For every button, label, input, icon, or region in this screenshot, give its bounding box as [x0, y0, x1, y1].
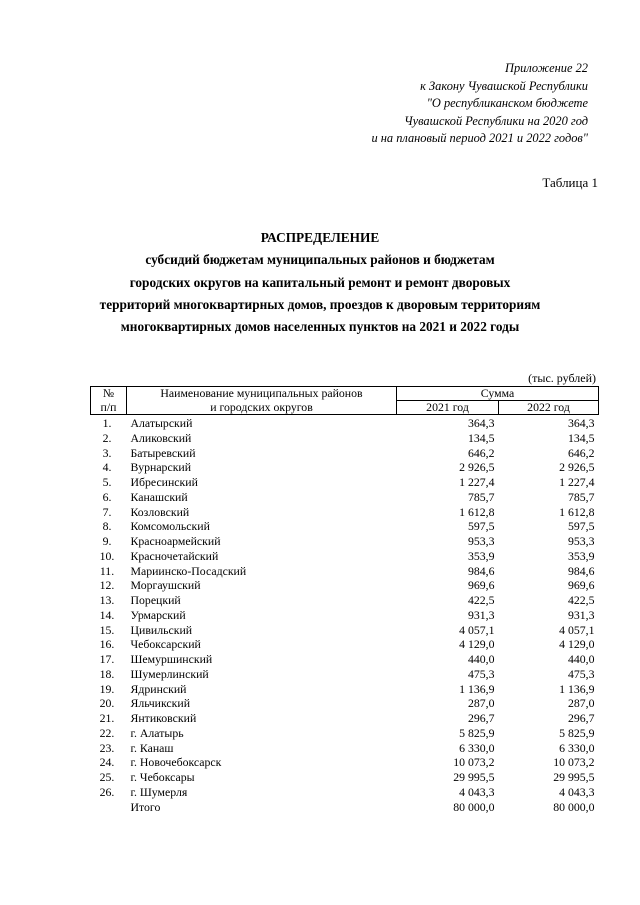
- row-value-2021: 10 073,2: [453, 755, 495, 770]
- row-name: Цивильский: [130, 622, 193, 637]
- row-number: 19.: [99, 681, 115, 696]
- row-name: Красноармейский: [130, 534, 221, 548]
- row-value-2022: 422,5: [567, 593, 595, 607]
- total-value-2021: 80 000,0: [453, 799, 495, 814]
- table-row: [91, 623, 599, 638]
- row-name: Красночетайский: [130, 548, 219, 563]
- row-value-2022: 969,6: [567, 578, 595, 593]
- row-value-2021: 984,6: [467, 563, 495, 578]
- row-number: 3.: [102, 445, 112, 460]
- row-value-2022: 646,2: [567, 445, 595, 460]
- row-value-2022: 785,7: [567, 489, 595, 504]
- row-number: 21.: [99, 711, 115, 725]
- total-label: Итого: [130, 799, 161, 814]
- row-value-2022: 29 995,5: [553, 770, 595, 784]
- row-name: г. Канаш: [130, 740, 174, 755]
- row-value-2022: 4 129,0: [559, 637, 595, 652]
- row-name: Комсомольский: [130, 519, 210, 534]
- row-name: Чебоксарский: [130, 637, 201, 652]
- header-year-2022: 2022 год: [499, 401, 599, 415]
- table-row: [91, 490, 599, 505]
- row-value-2022: 1 612,8: [559, 504, 595, 519]
- row-value-2021: 5 825,9: [459, 725, 495, 740]
- table-row: [91, 460, 599, 475]
- row-value-2021: 6 330,0: [459, 740, 495, 755]
- table-row: [91, 741, 599, 756]
- table-row: [91, 431, 599, 446]
- table-row: [91, 564, 599, 579]
- row-value-2021: 785,7: [467, 489, 495, 504]
- row-value-2022: 597,5: [567, 519, 595, 534]
- row-value-2022: 364,3: [567, 416, 595, 430]
- appendix-line: Чувашской Республики на 2020 год: [404, 113, 588, 128]
- row-name: г. Алатырь: [130, 725, 184, 740]
- units-label: (тыс. рублей): [528, 371, 596, 385]
- table-row: [91, 593, 599, 608]
- row-number: 9.: [102, 534, 112, 548]
- table-row: [91, 770, 599, 785]
- row-number: 5.: [102, 475, 112, 489]
- table-row: [91, 549, 599, 564]
- table-row: [91, 696, 599, 711]
- row-number: 1.: [102, 416, 112, 430]
- row-name: Урмарский: [130, 607, 186, 622]
- row-value-2022: 287,0: [567, 696, 595, 711]
- table-row: [91, 785, 599, 800]
- table-row: [91, 578, 599, 593]
- row-number: 23.: [99, 740, 115, 755]
- row-value-2021: 4 129,0: [459, 637, 495, 652]
- row-name: Алатырский: [130, 416, 193, 430]
- table-body: [91, 415, 599, 815]
- row-value-2021: 4 057,1: [459, 622, 495, 637]
- row-value-2021: 440,0: [467, 652, 495, 666]
- row-value-2021: 29 995,5: [453, 770, 495, 784]
- row-value-2021: 953,3: [467, 534, 495, 548]
- row-name: Моргаушский: [130, 578, 201, 593]
- row-name: Канашский: [130, 489, 188, 504]
- table-row: [91, 726, 599, 741]
- header-year-2021: 2021 год: [397, 401, 499, 415]
- table-row: [91, 475, 599, 490]
- row-value-2021: 969,6: [467, 578, 495, 593]
- row-name: Янтиковский: [130, 711, 197, 725]
- row-value-2021: 1 227,4: [459, 475, 495, 489]
- row-value-2022: 2 926,5: [559, 460, 595, 475]
- row-name: Порецкий: [130, 593, 181, 607]
- row-value-2021: 364,3: [467, 416, 495, 430]
- header-name-top: Наименование муниципальных районов: [127, 387, 397, 401]
- row-value-2022: 5 825,9: [559, 725, 595, 740]
- row-number: 4.: [102, 460, 112, 475]
- row-value-2021: 2 926,5: [459, 460, 495, 475]
- row-name: г. Чебоксары: [130, 770, 195, 784]
- row-value-2022: 6 330,0: [559, 740, 595, 755]
- row-number: 17.: [99, 652, 115, 666]
- row-value-2022: 440,0: [567, 652, 595, 666]
- appendix-line: к Закону Чувашской Республики: [420, 78, 588, 93]
- table-total-row: [91, 800, 599, 815]
- table-header-row: [91, 387, 599, 401]
- row-value-2022: 10 073,2: [553, 755, 595, 770]
- row-value-2022: 953,3: [567, 534, 595, 548]
- table-row: [91, 667, 599, 682]
- row-value-2022: 1 227,4: [559, 475, 595, 489]
- table-row: [91, 446, 599, 461]
- row-value-2021: 287,0: [467, 696, 495, 711]
- row-name: Батыревский: [130, 445, 196, 460]
- row-value-2022: 475,3: [567, 666, 595, 681]
- heading-line: городских округов на капитальный ремонт и ремонт дворовых: [129, 274, 511, 290]
- table-header-row: [91, 401, 599, 415]
- row-number: 6.: [102, 489, 112, 504]
- table-row: [91, 637, 599, 652]
- row-number: 20.: [99, 696, 115, 711]
- row-number: 10.: [99, 548, 115, 563]
- row-value-2022: 296,7: [567, 711, 595, 725]
- row-value-2022: 4 043,3: [559, 784, 595, 799]
- table-row: [91, 711, 599, 726]
- table-row: [91, 608, 599, 623]
- row-value-2022: 1 136,9: [559, 681, 595, 696]
- row-value-2022: 931,3: [567, 607, 595, 622]
- row-value-2021: 353,9: [467, 548, 495, 563]
- row-value-2022: 353,9: [567, 548, 595, 563]
- table-row: [91, 519, 599, 534]
- row-value-2022: 4 057,1: [559, 622, 595, 637]
- row-name: Яльчикский: [130, 696, 191, 711]
- appendix-line: и на плановый период 2021 и 2022 годов": [371, 131, 588, 146]
- row-value-2021: 1 612,8: [459, 504, 495, 519]
- row-name: Аликовский: [130, 430, 192, 445]
- row-value-2022: 984,6: [567, 563, 595, 578]
- row-name: Вурнарский: [130, 460, 192, 475]
- row-number: 24.: [99, 755, 115, 770]
- row-number: 15.: [99, 622, 115, 637]
- row-number: 2.: [102, 430, 112, 445]
- row-value-2021: 4 043,3: [459, 784, 495, 799]
- row-number: 18.: [99, 666, 115, 681]
- row-number: 8.: [102, 519, 112, 534]
- appendix-line: Приложение 22: [505, 61, 588, 75]
- table-row: [91, 415, 599, 431]
- row-name: Ядринский: [130, 681, 187, 696]
- distribution-table: [90, 386, 599, 814]
- row-number: 7.: [102, 504, 112, 519]
- row-value-2021: 931,3: [467, 607, 495, 622]
- row-name: Козловский: [130, 504, 190, 519]
- row-name: г. Шумерля: [130, 784, 188, 799]
- document-heading: [0, 227, 640, 338]
- row-number: 12.: [99, 578, 115, 593]
- table-number-label: Таблица 1: [542, 175, 598, 190]
- table-row: [91, 682, 599, 697]
- row-number: 16.: [99, 637, 115, 652]
- row-number: 22.: [99, 725, 115, 740]
- heading-line: многоквартирных домов населенных пунктов на 2021 и 2022 годы: [120, 319, 520, 335]
- row-name: Мариинско-Посадский: [130, 563, 247, 578]
- appendix-line: "О республиканском бюджете: [426, 96, 588, 111]
- appendix-reference: [371, 60, 588, 148]
- row-number: 26.: [99, 784, 115, 799]
- row-name: Шумерлинский: [130, 666, 209, 681]
- heading-title: РАСПРЕДЕЛЕНИЕ: [260, 230, 380, 245]
- heading-line: территорий многоквартирных домов, проездов к дворовым территориям: [99, 296, 541, 312]
- total-value-2022: 80 000,0: [553, 799, 595, 814]
- row-value-2021: 646,2: [467, 445, 495, 460]
- row-number: 25.: [99, 770, 115, 784]
- row-value-2021: 475,3: [467, 666, 495, 681]
- row-value-2021: 296,7: [467, 711, 495, 725]
- header-sum: Сумма: [397, 387, 599, 401]
- header-num-top: №: [91, 387, 127, 401]
- row-value-2021: 134,5: [467, 430, 495, 445]
- header-num-bottom: п/п: [91, 401, 127, 415]
- row-value-2021: 1 136,9: [459, 681, 495, 696]
- row-value-2022: 134,5: [567, 430, 595, 445]
- row-number: 13.: [99, 593, 115, 607]
- heading-line: субсидий бюджетам муниципальных районов и бюджетам: [145, 252, 495, 268]
- header-name-bottom: и городских округов: [127, 401, 397, 415]
- row-name: Шемуршинский: [130, 652, 213, 666]
- table-row: [91, 755, 599, 770]
- row-value-2021: 422,5: [467, 593, 495, 607]
- table-row: [91, 505, 599, 520]
- row-name: г. Новочебоксарск: [130, 755, 222, 770]
- table-row: [91, 652, 599, 667]
- row-number: 14.: [99, 607, 115, 622]
- row-number: 11.: [99, 563, 115, 578]
- table-row: [91, 534, 599, 549]
- row-name: Ибресинский: [130, 475, 198, 489]
- row-value-2021: 597,5: [467, 519, 495, 534]
